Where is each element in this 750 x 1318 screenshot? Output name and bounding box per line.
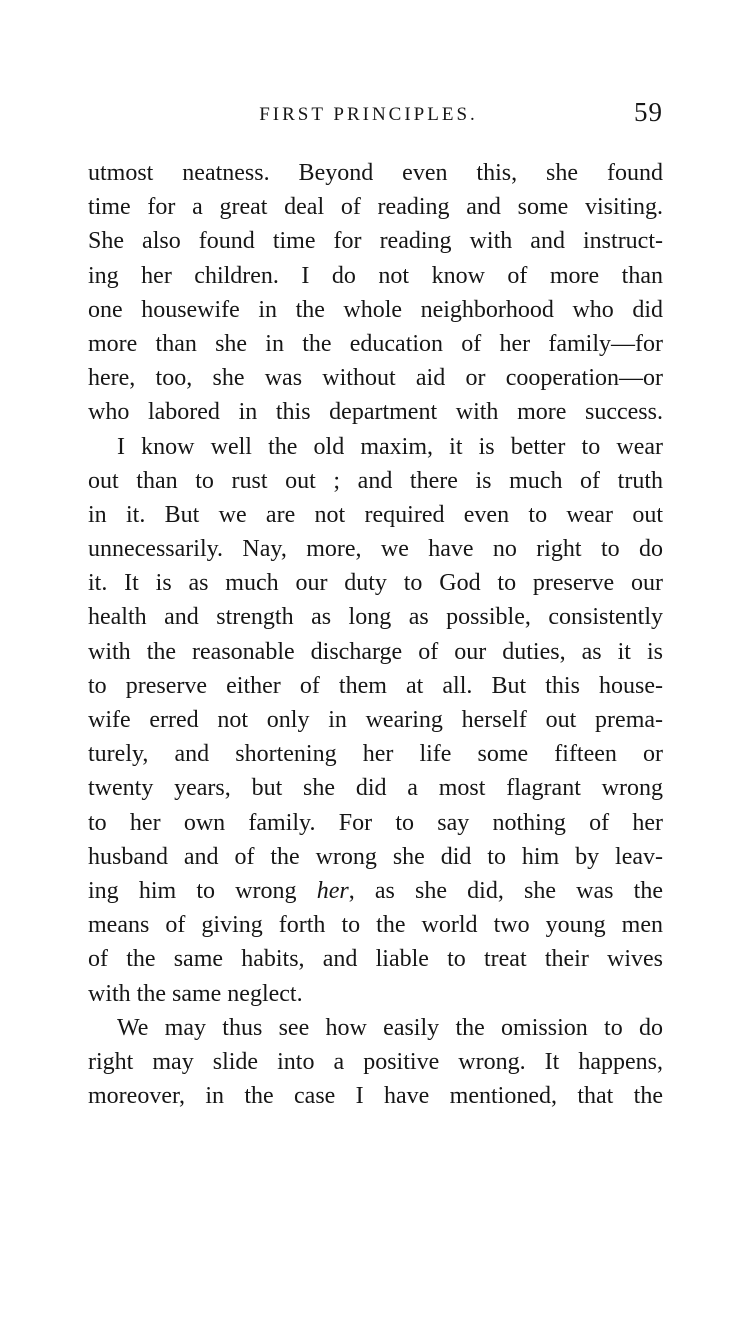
text-line-paragraph-start: I know well the old maxim, it is better to wear (117, 433, 663, 460)
text-line: unnecessarily. Nay, more, we have no right to do (88, 536, 663, 563)
text-line: utmost neatness. Beyond even this, she found (88, 160, 663, 186)
text-line: husband and of the wrong she did to him by leav- (88, 843, 663, 870)
text-line: time for a great deal of reading and some visiting. (88, 194, 663, 221)
text-line: one housewife in the whole neighborhood who did (88, 296, 663, 323)
text-line: it. It is as much our duty to God to preserve our (88, 570, 663, 597)
text-line: right may slide into a positive wrong. It happens, (88, 1048, 663, 1075)
page-number: 59 (634, 97, 663, 127)
text-line: twenty years, but she did a most flagrant wrong (88, 775, 663, 802)
text-line: moreover, in the case I have mentioned, that the (88, 1083, 663, 1110)
text-segment: , as she did, she was the (348, 877, 663, 904)
text-line: to her own family. For to say nothing of her (88, 809, 663, 836)
text-line: ing her children. I do not know of more than (88, 262, 663, 289)
body-text (88, 156, 663, 1113)
text-line: means of giving forth to the world two young men (88, 912, 663, 939)
italic-word: her (316, 877, 349, 904)
text-line: out than to rust out ; and there is much of truth (88, 467, 663, 494)
text-line: who labored in this department with more success. (88, 399, 663, 426)
text-line: more than she in the education of her family—for (88, 330, 663, 357)
text-line: turely, and shortening her life some fifteen or (88, 741, 663, 768)
text-line: with the reasonable discharge of our duties, as it is (88, 638, 663, 665)
running-title: FIRST PRINCIPLES. (259, 104, 478, 125)
text-line: wife erred not only in wearing herself out prema- (88, 707, 663, 733)
text-line: health and strength as long as possible, consistently (88, 604, 663, 631)
text-line: She also found time for reading with and instruct- (88, 228, 663, 255)
text-line: here, too, she was without aid or cooperation—or (88, 365, 663, 392)
text-line: to preserve either of them at all. But this house- (88, 672, 663, 699)
text-segment: ing him to wrong (88, 877, 317, 904)
text-line: in it. But we are not required even to wear out (88, 501, 663, 528)
running-header (88, 97, 663, 129)
text-line: of the same habits, and liable to treat their wives (88, 946, 663, 973)
text-line-paragraph-end: with the same neglect. (88, 980, 303, 1007)
text-line-paragraph-start: We may thus see how easily the omission to do (117, 1014, 663, 1041)
text-line-with-italic (88, 874, 663, 908)
